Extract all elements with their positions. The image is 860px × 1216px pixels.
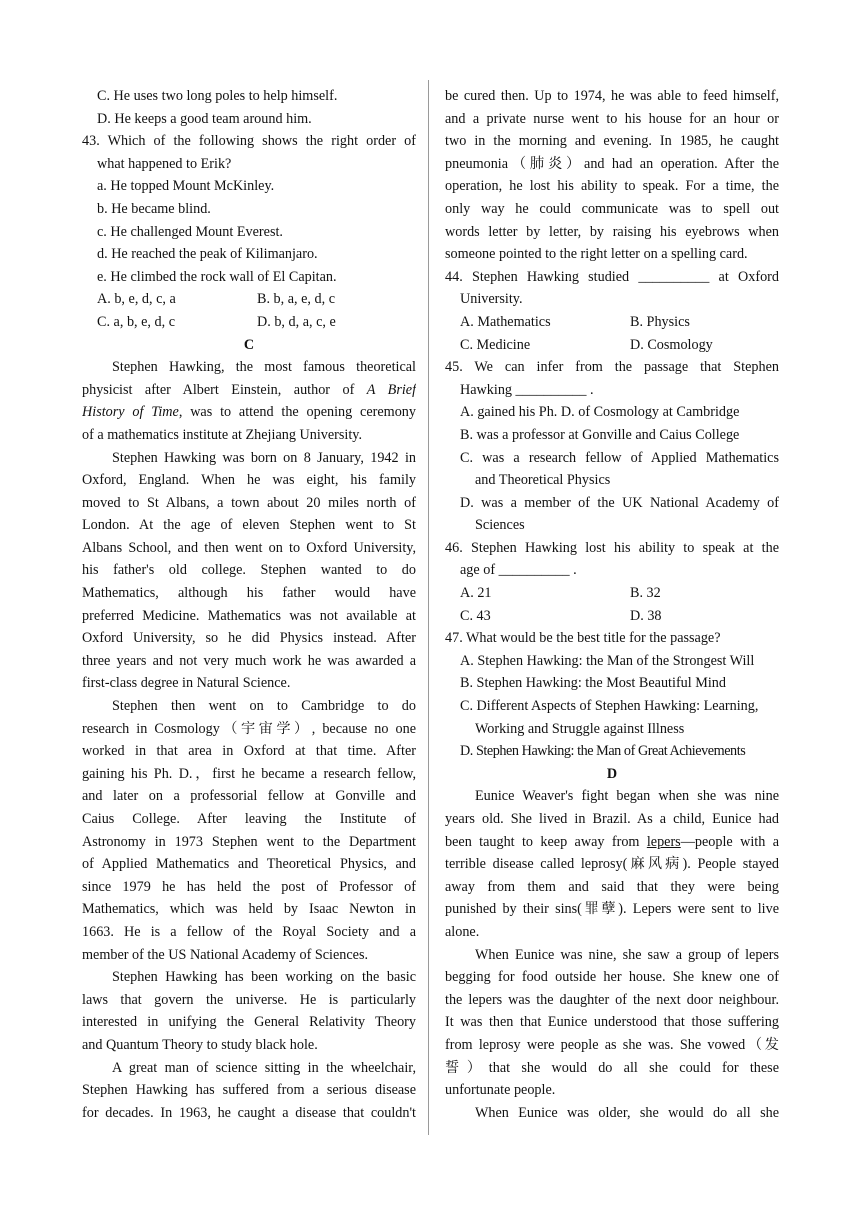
passage-c-p5-cont-line: only way he could communicate was to spell out bbox=[445, 200, 779, 217]
passage-c-p1-line: History of Time, was to attend the opening ceremony bbox=[82, 404, 416, 421]
passage-c-p2-line: moved to St Albans, a town about 20 miles north of bbox=[82, 494, 416, 511]
q43-option-d: D. b, d, a, c, e bbox=[257, 313, 336, 330]
passage-c-p4-line: laws that govern the universe. He is particularly bbox=[82, 991, 416, 1008]
q45-stem-line2: Hawking __________ . bbox=[460, 381, 594, 398]
passage-d-p2-line: begging for food outside her house. She knew one of bbox=[445, 969, 779, 986]
passage-c-p2-line: London. At the age of eleven Stephen went to St bbox=[82, 517, 416, 534]
passage-c-p2-line: Albans School, and then went on to Oxford University, bbox=[82, 539, 416, 556]
q46-stem-line2: age of __________ . bbox=[460, 562, 577, 579]
q43-options-row1 bbox=[82, 288, 416, 311]
passage-d-p2-line: When Eunice was nine, she saw a group of lepers bbox=[475, 946, 779, 963]
q43-event-c: c. He challenged Mount Everest. bbox=[97, 223, 283, 240]
book-title-part2: History of Time bbox=[82, 404, 179, 421]
passage-c-p4-line: interested in unifying the General Relativity Theory bbox=[82, 1014, 416, 1031]
q43-event-e: e. He climbed the rock wall of El Capitan. bbox=[97, 268, 337, 285]
passage-c-p5-line: A great man of science sitting in the wheelchair, bbox=[112, 1059, 416, 1076]
passage-c-p2-line: preferred Medicine. Mathematics was not available at bbox=[82, 607, 416, 624]
passage-c-p5-cont-line: someone pointed to the right letter on a spelling card. bbox=[445, 246, 748, 263]
q45-option-c-cont: and Theoretical Physics bbox=[475, 472, 611, 489]
passage-c-p3-line: member of the US National Academy of Sciences. bbox=[82, 946, 369, 963]
q46-option-d: D. 38 bbox=[630, 607, 662, 624]
passage-d-p1-line: terrible disease called leprosy(麻风病). People stayed bbox=[445, 856, 779, 873]
section-heading-c: C bbox=[243, 336, 255, 353]
column-divider bbox=[428, 80, 429, 1135]
passage-c-p5-cont-line: be cured then. Up to 1974, he was able to feed himself, bbox=[445, 88, 779, 104]
q43-event-d: d. He reached the peak of Kilimanjaro. bbox=[97, 246, 318, 263]
q42-option-d: D. He keeps a good team around him. bbox=[97, 110, 312, 127]
q43-option-b: B. b, a, e, d, c bbox=[257, 291, 336, 308]
passage-d-p2-line: from leprosy were people as she was. She vowed（发 bbox=[445, 1036, 779, 1053]
book-title-part1: A Brief bbox=[366, 381, 416, 398]
q43-stem-line1: 43. Which of the following shows the right order of bbox=[82, 133, 416, 150]
passage-d-p2-line: 誓）that she would do all she could for these bbox=[445, 1059, 779, 1076]
passage-c-p4-line: and Quantum Theory to study black hole. bbox=[82, 1036, 318, 1053]
passage-c-p1-line: physicist after Albert Einstein, author of A Brief bbox=[82, 381, 416, 398]
passage-c-p3-line: worked in that area in Oxford at that time. After bbox=[82, 743, 416, 760]
q44-options-row1 bbox=[445, 311, 779, 334]
q43-option-a: A. b, e, d, c, a bbox=[97, 291, 176, 308]
passage-c-p4-line: Stephen Hawking has been working on the basic bbox=[112, 969, 416, 986]
q43-stem-line2: what happened to Erik? bbox=[97, 155, 232, 172]
passage-c-p3-line: Caius College. After leaving the Institute of bbox=[82, 811, 416, 827]
passage-c-p2-line: Oxford University, so he did Physics instead. After bbox=[82, 630, 416, 647]
q44-option-d: D. Cosmology bbox=[630, 336, 713, 353]
passage-c-p3-line: Mathematics, which was held by Isaac Newton in bbox=[82, 901, 416, 918]
q47-option-c: C. Different Aspects of Stephen Hawking: Learning, bbox=[460, 698, 759, 715]
passage-c-p3-line: Stephen then went on to Cambridge to do bbox=[112, 698, 416, 715]
passage-d-p1-line: Eunice Weaver's fight began when she was nine bbox=[475, 788, 779, 805]
q44-stem-line1: 44. Stephen Hawking studied __________ at Oxford bbox=[445, 268, 779, 285]
passage-c-p3-line: and later on a professorial fellow at Gonville and bbox=[82, 788, 416, 805]
q47-option-a: A. Stephen Hawking: the Man of the Strongest Will bbox=[460, 652, 755, 669]
q46-stem-line1: 46. Stephen Hawking lost his ability to speak at the bbox=[445, 539, 779, 556]
q46-option-c: C. 43 bbox=[460, 607, 491, 624]
q44-stem-line2: University. bbox=[460, 291, 523, 308]
q47-option-b: B. Stephen Hawking: the Most Beautiful Mind bbox=[460, 675, 726, 692]
q45-option-c: C. was a research fellow of Applied Mathematics bbox=[460, 449, 779, 466]
q44-option-a: A. Mathematics bbox=[460, 313, 551, 330]
passage-d-p2-line: It was then that Eunice understood that those suffering bbox=[445, 1014, 779, 1031]
q44-option-b: B. Physics bbox=[630, 313, 690, 330]
passage-d-p2-line: unfortunate people. bbox=[445, 1082, 556, 1099]
q43-option-c: C. a, b, e, d, c bbox=[97, 313, 176, 330]
passage-c-p5-cont-line: operation, he lost his ability to speak. For a time, the bbox=[445, 178, 779, 195]
passage-c-p3-line: research in Cosmology（宇宙学）, because no one bbox=[82, 720, 416, 737]
passage-d-p2-line: the lepers was the daughter of the next door neighbour. bbox=[445, 991, 779, 1008]
passage-c-p2-line: first-class degree in Natural Science. bbox=[82, 675, 291, 692]
q46-options-row2 bbox=[445, 605, 779, 628]
passage-c-p2-line: Stephen Hawking was born on 8 January, 1942 in bbox=[112, 449, 416, 466]
passage-c-p5-line: Stephen Hawking has suffered from a serious disease bbox=[82, 1082, 416, 1099]
q43-event-a: a. He topped Mount McKinley. bbox=[97, 178, 275, 195]
passage-c-p5-cont-line: words letter by letter, by raising his eyebrows when bbox=[445, 223, 779, 240]
passage-c-p2-line: his father's old college. Stephen wanted to do bbox=[82, 562, 416, 579]
passage-c-p5-cont-line: pneumonia（肺炎）and had an operation. After the bbox=[445, 155, 779, 172]
passage-c-p5-cont-line: two in the morning and evening. In 1985, he caught bbox=[445, 133, 779, 150]
q45-option-b: B. was a professor at Gonville and Caius College bbox=[460, 426, 740, 443]
q47-stem: 47. What would be the best title for the passage? bbox=[445, 630, 721, 647]
q45-option-d-cont: Sciences bbox=[475, 517, 525, 534]
q47-option-d: D. Stephen Hawking: the Man of Great Achievements bbox=[460, 743, 746, 760]
q44-option-c: C. Medicine bbox=[460, 336, 531, 353]
passage-d-p1-line: years old. She lived in Brazil. As a child, Eunice had bbox=[445, 811, 779, 827]
underlined-word-lepers: lepers bbox=[646, 833, 681, 850]
section-heading-d: D bbox=[606, 765, 618, 782]
q47-option-c-cont: Working and Struggle against Illness bbox=[475, 720, 685, 737]
q42-option-c: C. He uses two long poles to help himself. bbox=[97, 88, 338, 104]
right-column bbox=[445, 85, 779, 1124]
q43-options-row2 bbox=[82, 311, 416, 334]
q43-event-b: b. He became blind. bbox=[97, 200, 211, 217]
passage-c-p1-line: of a mathematics institute at Zhejiang University. bbox=[82, 426, 362, 443]
q46-options-row1 bbox=[445, 582, 779, 605]
passage-c-p3-line: since 1979 he has held the post of Professor of bbox=[82, 878, 416, 895]
q44-options-row2 bbox=[445, 334, 779, 357]
passage-d-p1-line: punished by their sins(罪孽). Lepers were sent to live bbox=[445, 901, 779, 918]
passage-c-p3-line: 1663. He is a fellow of the Royal Society and a bbox=[82, 923, 416, 940]
passage-d-p1-line: away from them and said that they were being bbox=[445, 878, 779, 895]
left-column bbox=[82, 85, 416, 1124]
passage-c-p5-line: for decades. In 1963, he caught a disease that couldn't bbox=[82, 1104, 416, 1121]
passage-d-p3-line: When Eunice was older, she would do all she bbox=[475, 1104, 779, 1121]
passage-d-p1-line: alone. bbox=[445, 923, 480, 940]
q45-option-d: D. was a member of the UK National Academy of bbox=[460, 494, 779, 511]
passage-c-p2-line: Mathematics, although his father would have bbox=[82, 585, 416, 602]
passage-c-p3-line: Astronomy in 1973 Stephen went to the Department bbox=[82, 833, 416, 850]
passage-c-p1-line: Stephen Hawking, the most famous theoretical bbox=[112, 359, 416, 376]
q46-option-b: B. 32 bbox=[630, 585, 661, 602]
q46-option-a: A. 21 bbox=[460, 585, 492, 602]
passage-c-p2-line: Oxford, England. When he was eight, his family bbox=[82, 472, 416, 489]
passage-d-p1-line: been taught to keep away from lepers—people with a bbox=[445, 833, 779, 850]
q45-option-a: A. gained his Ph. D. of Cosmology at Cambridge bbox=[460, 404, 740, 421]
passage-c-p5-cont-line: and a private nurse went to his house for an hour or bbox=[445, 110, 779, 127]
q45-stem-line1: 45. We can infer from the passage that Stephen bbox=[445, 359, 779, 376]
passage-c-p3-line: gaining his Ph. D.，first he became a research fellow, bbox=[82, 765, 416, 782]
passage-c-p3-line: of Applied Mathematics and Theoretical Physics, and bbox=[82, 856, 416, 873]
passage-c-p2-line: three years and not very much work he was awarded a bbox=[82, 652, 416, 669]
